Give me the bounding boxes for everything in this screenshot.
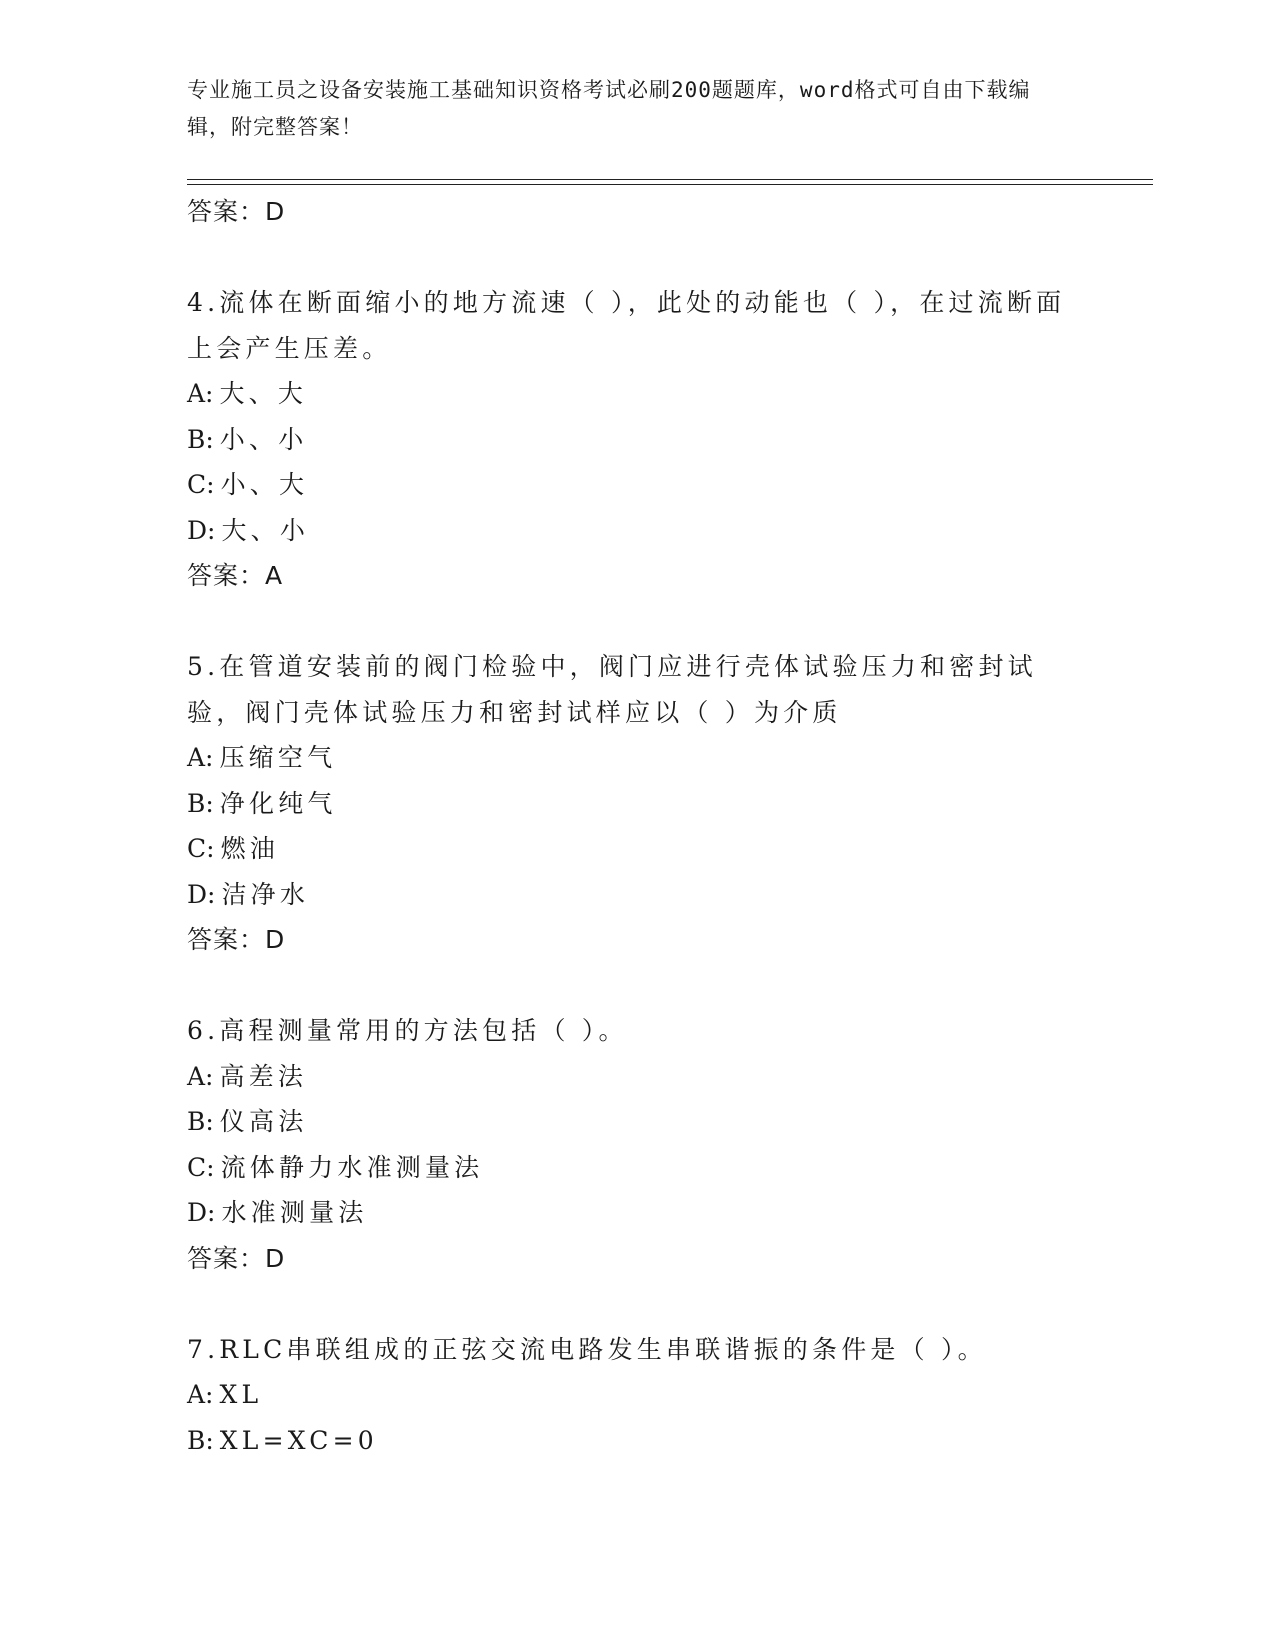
option-text: 压缩空气	[219, 743, 337, 772]
option-a	[187, 371, 1087, 417]
option-text: 高差法	[219, 1061, 308, 1091]
option-text: XL	[219, 1380, 263, 1409]
option-letter: A:	[187, 743, 214, 772]
option-text: 小、大	[220, 470, 309, 499]
option-text: 大、小	[221, 515, 310, 545]
question-block	[187, 1008, 1087, 1281]
option-text: 大、大	[219, 379, 308, 408]
option-b	[187, 1418, 1087, 1464]
option-d	[187, 872, 1087, 918]
option-c	[187, 1145, 1087, 1191]
option-b	[187, 781, 1087, 827]
option-b	[187, 417, 1087, 463]
option-letter: A:	[187, 1061, 214, 1091]
answer-label: 答案：	[187, 197, 266, 226]
option-a	[187, 735, 1087, 781]
option-text: 洁净水	[221, 879, 310, 909]
option-text: 流体静力水准测量法	[220, 1152, 484, 1182]
option-letter: B:	[187, 788, 214, 818]
option-letter: C:	[187, 1152, 215, 1182]
answer-label: 答案：	[187, 561, 266, 590]
option-letter: D:	[187, 1198, 216, 1227]
document-header	[187, 72, 1067, 146]
question-stem: 5.在管道安装前的阀门检验中，阀门应进行壳体试验压力和密封试验，阀门壳体试验压力和密封试样应以（ ）为介质	[187, 652, 1037, 727]
question-list	[187, 189, 1087, 1463]
header-text: 专业施工员之设备安装施工基础知识资格考试必刷200题题库，word格式可自由下载编辑，附完整答案！	[187, 78, 1031, 139]
option-d	[187, 1190, 1087, 1236]
option-d	[187, 508, 1087, 554]
answer-value: A	[265, 561, 283, 590]
option-letter: A:	[187, 1380, 214, 1409]
option-text: 燃油	[220, 834, 279, 863]
answer-value: D	[265, 197, 285, 226]
option-letter: B:	[187, 1107, 214, 1136]
question-block	[187, 1327, 1087, 1464]
option-text: 净化纯气	[219, 788, 337, 818]
option-letter: D:	[187, 879, 216, 909]
answer-label: 答案：	[187, 925, 266, 954]
option-text: 水准测量法	[221, 1198, 368, 1227]
answer-value: D	[265, 925, 285, 954]
answer-line	[187, 1236, 1087, 1281]
option-a	[187, 1372, 1087, 1418]
question-block	[187, 644, 1087, 962]
option-text: XL=XC=0	[219, 1425, 378, 1455]
option-c	[187, 826, 1087, 872]
option-text: 小、小	[219, 424, 308, 454]
question-block	[187, 280, 1087, 598]
answer-label: 答案：	[187, 1243, 266, 1273]
question-stem: 4.流体在断面缩小的地方流速（ ），此处的动能也（ ），在过流断面上会产生压差。	[187, 288, 1066, 363]
question-stem: 6.高程测量常用的方法包括（ ）。	[187, 1016, 628, 1045]
option-letter: A:	[187, 379, 214, 408]
answer-line	[187, 189, 1087, 234]
option-letter: C:	[187, 470, 215, 499]
answer-line	[187, 553, 1087, 598]
option-text: 仪高法	[219, 1107, 308, 1136]
option-letter: D:	[187, 515, 216, 545]
option-b	[187, 1099, 1087, 1145]
answer-line	[187, 917, 1087, 962]
header-divider-bottom	[187, 184, 1153, 185]
option-letter: B:	[187, 424, 214, 454]
option-a	[187, 1054, 1087, 1100]
option-letter: C:	[187, 834, 215, 863]
question-stem: 7.RLC串联组成的正弦交流电路发生串联谐振的条件是（ ）。	[187, 1334, 987, 1364]
answer-value: D	[265, 1243, 285, 1273]
option-c	[187, 462, 1087, 508]
header-divider-top	[187, 179, 1153, 180]
option-letter: B:	[187, 1425, 214, 1455]
